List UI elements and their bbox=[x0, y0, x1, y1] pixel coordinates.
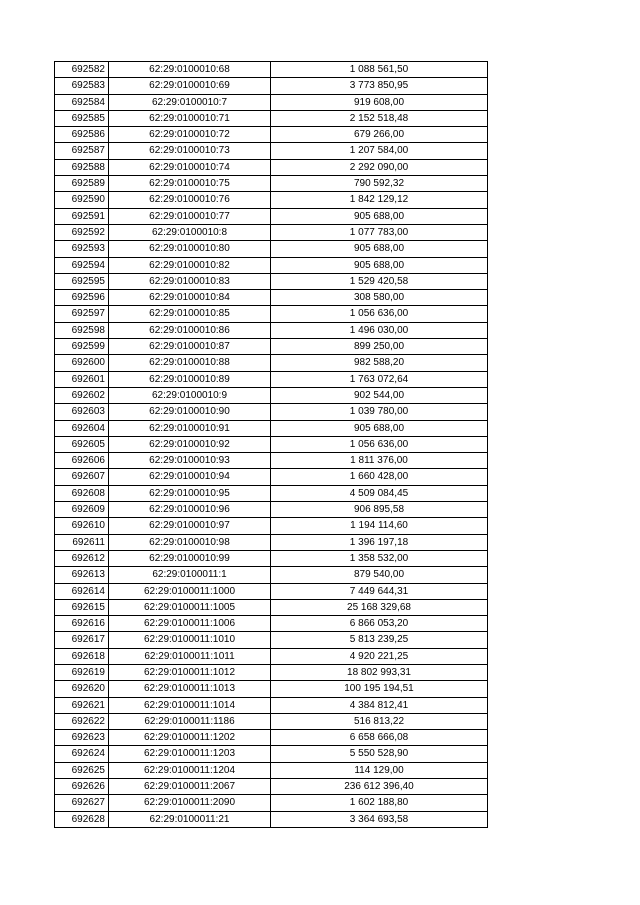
cadastral-value-cell: 1 811 376,00 bbox=[271, 453, 488, 469]
cadastral-number-cell: 62:29:0100010:85 bbox=[109, 306, 271, 322]
cadastral-number-cell: 62:29:0100010:68 bbox=[109, 62, 271, 78]
row-number-cell: 692586 bbox=[55, 127, 109, 143]
cadastral-value-cell: 905 688,00 bbox=[271, 208, 488, 224]
cadastral-value-cell: 114 129,00 bbox=[271, 762, 488, 778]
table-row bbox=[55, 697, 488, 713]
table-row bbox=[55, 387, 488, 403]
cadastral-number-cell: 62:29:0100010:95 bbox=[109, 485, 271, 501]
row-number-cell: 692622 bbox=[55, 713, 109, 729]
cadastral-number-cell: 62:29:0100010:87 bbox=[109, 339, 271, 355]
cadastral-value-cell: 1 194 114,60 bbox=[271, 518, 488, 534]
cadastral-value-cell: 5 813 239,25 bbox=[271, 632, 488, 648]
cadastral-number-cell: 62:29:0100010:99 bbox=[109, 550, 271, 566]
cadastral-number-cell: 62:29:0100010:73 bbox=[109, 143, 271, 159]
cadastral-number-cell: 62:29:0100010:92 bbox=[109, 436, 271, 452]
cadastral-value-cell: 1 496 030,00 bbox=[271, 322, 488, 338]
cadastral-number-cell: 62:29:0100011:1005 bbox=[109, 599, 271, 615]
cadastral-number-cell: 62:29:0100011:2067 bbox=[109, 779, 271, 795]
table-row bbox=[55, 257, 488, 273]
table-row bbox=[55, 746, 488, 762]
cadastral-value-cell: 879 540,00 bbox=[271, 567, 488, 583]
cadastral-value-cell: 905 688,00 bbox=[271, 241, 488, 257]
row-number-cell: 692583 bbox=[55, 78, 109, 94]
row-number-cell: 692617 bbox=[55, 632, 109, 648]
cadastral-value-cell: 4 920 221,25 bbox=[271, 648, 488, 664]
cadastral-value-cell: 1 088 561,50 bbox=[271, 62, 488, 78]
cadastral-number-cell: 62:29:0100010:82 bbox=[109, 257, 271, 273]
cadastral-value-cell: 905 688,00 bbox=[271, 257, 488, 273]
cadastral-number-cell: 62:29:0100011:1014 bbox=[109, 697, 271, 713]
row-number-cell: 692595 bbox=[55, 273, 109, 289]
cadastral-value-cell: 1 842 129,12 bbox=[271, 192, 488, 208]
cadastral-value-cell: 1 056 636,00 bbox=[271, 306, 488, 322]
row-number-cell: 692591 bbox=[55, 208, 109, 224]
cadastral-value-cell: 236 612 396,40 bbox=[271, 779, 488, 795]
row-number-cell: 692623 bbox=[55, 730, 109, 746]
row-number-cell: 692588 bbox=[55, 159, 109, 175]
row-number-cell: 692628 bbox=[55, 811, 109, 827]
cadastral-number-cell: 62:29:0100010:83 bbox=[109, 273, 271, 289]
cadastral-number-cell: 62:29:0100010:7 bbox=[109, 94, 271, 110]
table-row bbox=[55, 339, 488, 355]
cadastral-number-cell: 62:29:0100011:1011 bbox=[109, 648, 271, 664]
cadastral-number-cell: 62:29:0100010:94 bbox=[109, 469, 271, 485]
row-number-cell: 692627 bbox=[55, 795, 109, 811]
cadastral-value-cell: 4 509 084,45 bbox=[271, 485, 488, 501]
cadastral-number-cell: 62:29:0100010:88 bbox=[109, 355, 271, 371]
cadastral-number-cell: 62:29:0100011:1013 bbox=[109, 681, 271, 697]
row-number-cell: 692605 bbox=[55, 436, 109, 452]
table-row bbox=[55, 110, 488, 126]
cadastral-value-cell: 905 688,00 bbox=[271, 420, 488, 436]
table-row bbox=[55, 192, 488, 208]
cadastral-value-cell: 1 763 072,64 bbox=[271, 371, 488, 387]
table-body bbox=[55, 62, 488, 828]
cadastral-value-cell: 1 056 636,00 bbox=[271, 436, 488, 452]
table-row bbox=[55, 78, 488, 94]
cadastral-value-table bbox=[54, 61, 488, 828]
table-row bbox=[55, 632, 488, 648]
row-number-cell: 692589 bbox=[55, 176, 109, 192]
row-number-cell: 692610 bbox=[55, 518, 109, 534]
table-row bbox=[55, 208, 488, 224]
table-row bbox=[55, 795, 488, 811]
row-number-cell: 692614 bbox=[55, 583, 109, 599]
table-row bbox=[55, 127, 488, 143]
cadastral-number-cell: 62:29:0100010:86 bbox=[109, 322, 271, 338]
table-row bbox=[55, 371, 488, 387]
row-number-cell: 692609 bbox=[55, 502, 109, 518]
cadastral-number-cell: 62:29:0100010:69 bbox=[109, 78, 271, 94]
table-row bbox=[55, 567, 488, 583]
row-number-cell: 692597 bbox=[55, 306, 109, 322]
row-number-cell: 692621 bbox=[55, 697, 109, 713]
cadastral-number-cell: 62:29:0100010:93 bbox=[109, 453, 271, 469]
cadastral-value-cell: 308 580,00 bbox=[271, 290, 488, 306]
cadastral-value-cell: 5 550 528,90 bbox=[271, 746, 488, 762]
table-row bbox=[55, 355, 488, 371]
cadastral-value-cell: 899 250,00 bbox=[271, 339, 488, 355]
cadastral-value-cell: 2 152 518,48 bbox=[271, 110, 488, 126]
row-number-cell: 692603 bbox=[55, 404, 109, 420]
row-number-cell: 692590 bbox=[55, 192, 109, 208]
cadastral-number-cell: 62:29:0100010:84 bbox=[109, 290, 271, 306]
cadastral-number-cell: 62:29:0100010:71 bbox=[109, 110, 271, 126]
table-row bbox=[55, 420, 488, 436]
row-number-cell: 692613 bbox=[55, 567, 109, 583]
cadastral-number-cell: 62:29:0100011:1186 bbox=[109, 713, 271, 729]
cadastral-number-cell: 62:29:0100010:97 bbox=[109, 518, 271, 534]
cadastral-value-cell: 7 449 644,31 bbox=[271, 583, 488, 599]
table-row bbox=[55, 224, 488, 240]
table-row bbox=[55, 241, 488, 257]
row-number-cell: 692607 bbox=[55, 469, 109, 485]
table-row bbox=[55, 550, 488, 566]
cadastral-number-cell: 62:29:0100011:1000 bbox=[109, 583, 271, 599]
row-number-cell: 692594 bbox=[55, 257, 109, 273]
cadastral-number-cell: 62:29:0100010:9 bbox=[109, 387, 271, 403]
cadastral-number-cell: 62:29:0100010:89 bbox=[109, 371, 271, 387]
cadastral-number-cell: 62:29:0100010:91 bbox=[109, 420, 271, 436]
table-row bbox=[55, 534, 488, 550]
row-number-cell: 692615 bbox=[55, 599, 109, 615]
cadastral-value-cell: 1 207 584,00 bbox=[271, 143, 488, 159]
cadastral-value-cell: 902 544,00 bbox=[271, 387, 488, 403]
table-row bbox=[55, 290, 488, 306]
table-row bbox=[55, 713, 488, 729]
cadastral-number-cell: 62:29:0100011:1006 bbox=[109, 616, 271, 632]
row-number-cell: 692596 bbox=[55, 290, 109, 306]
table-row bbox=[55, 779, 488, 795]
row-number-cell: 692619 bbox=[55, 664, 109, 680]
row-number-cell: 692585 bbox=[55, 110, 109, 126]
row-number-cell: 692606 bbox=[55, 453, 109, 469]
cadastral-value-cell: 1 529 420,58 bbox=[271, 273, 488, 289]
table-row bbox=[55, 811, 488, 827]
cadastral-value-cell: 919 608,00 bbox=[271, 94, 488, 110]
cadastral-number-cell: 62:29:0100011:1012 bbox=[109, 664, 271, 680]
cadastral-value-cell: 3 364 693,58 bbox=[271, 811, 488, 827]
cadastral-value-cell: 2 292 090,00 bbox=[271, 159, 488, 175]
table-row bbox=[55, 143, 488, 159]
row-number-cell: 692608 bbox=[55, 485, 109, 501]
row-number-cell: 692625 bbox=[55, 762, 109, 778]
table-row bbox=[55, 730, 488, 746]
cadastral-value-cell: 1 602 188,80 bbox=[271, 795, 488, 811]
row-number-cell: 692620 bbox=[55, 681, 109, 697]
table-row bbox=[55, 518, 488, 534]
cadastral-value-cell: 25 168 329,68 bbox=[271, 599, 488, 615]
table-row bbox=[55, 322, 488, 338]
table-row bbox=[55, 502, 488, 518]
table-row bbox=[55, 664, 488, 680]
table-row bbox=[55, 94, 488, 110]
cadastral-value-cell: 1 039 780,00 bbox=[271, 404, 488, 420]
table-row bbox=[55, 648, 488, 664]
cadastral-value-cell: 679 266,00 bbox=[271, 127, 488, 143]
row-number-cell: 692601 bbox=[55, 371, 109, 387]
cadastral-number-cell: 62:29:0100010:74 bbox=[109, 159, 271, 175]
cadastral-number-cell: 62:29:0100011:2090 bbox=[109, 795, 271, 811]
table-row bbox=[55, 616, 488, 632]
table-row bbox=[55, 404, 488, 420]
cadastral-number-cell: 62:29:0100011:1204 bbox=[109, 762, 271, 778]
row-number-cell: 692600 bbox=[55, 355, 109, 371]
cadastral-number-cell: 62:29:0100010:90 bbox=[109, 404, 271, 420]
cadastral-value-cell: 790 592,32 bbox=[271, 176, 488, 192]
table-row bbox=[55, 599, 488, 615]
table-row bbox=[55, 62, 488, 78]
row-number-cell: 692616 bbox=[55, 616, 109, 632]
row-number-cell: 692611 bbox=[55, 534, 109, 550]
cadastral-number-cell: 62:29:0100011:1202 bbox=[109, 730, 271, 746]
cadastral-value-cell: 18 802 993,31 bbox=[271, 664, 488, 680]
cadastral-value-cell: 1 077 783,00 bbox=[271, 224, 488, 240]
row-number-cell: 692598 bbox=[55, 322, 109, 338]
cadastral-value-cell: 1 396 197,18 bbox=[271, 534, 488, 550]
table-row bbox=[55, 159, 488, 175]
row-number-cell: 692612 bbox=[55, 550, 109, 566]
row-number-cell: 692582 bbox=[55, 62, 109, 78]
cadastral-value-cell: 4 384 812,41 bbox=[271, 697, 488, 713]
table-row bbox=[55, 453, 488, 469]
row-number-cell: 692602 bbox=[55, 387, 109, 403]
cadastral-number-cell: 62:29:0100010:76 bbox=[109, 192, 271, 208]
cadastral-number-cell: 62:29:0100011:1 bbox=[109, 567, 271, 583]
row-number-cell: 692624 bbox=[55, 746, 109, 762]
cadastral-value-cell: 516 813,22 bbox=[271, 713, 488, 729]
row-number-cell: 692584 bbox=[55, 94, 109, 110]
table-row bbox=[55, 762, 488, 778]
cadastral-number-cell: 62:29:0100010:72 bbox=[109, 127, 271, 143]
cadastral-number-cell: 62:29:0100010:80 bbox=[109, 241, 271, 257]
cadastral-number-cell: 62:29:0100011:1010 bbox=[109, 632, 271, 648]
row-number-cell: 692592 bbox=[55, 224, 109, 240]
table-row bbox=[55, 485, 488, 501]
cadastral-value-cell: 6 866 053,20 bbox=[271, 616, 488, 632]
table-row bbox=[55, 469, 488, 485]
row-number-cell: 692587 bbox=[55, 143, 109, 159]
table-row bbox=[55, 681, 488, 697]
row-number-cell: 692626 bbox=[55, 779, 109, 795]
cadastral-value-cell: 906 895,58 bbox=[271, 502, 488, 518]
table-row bbox=[55, 436, 488, 452]
cadastral-value-cell: 1 660 428,00 bbox=[271, 469, 488, 485]
table-row bbox=[55, 306, 488, 322]
cadastral-value-cell: 982 588,20 bbox=[271, 355, 488, 371]
row-number-cell: 692599 bbox=[55, 339, 109, 355]
cadastral-number-cell: 62:29:0100011:21 bbox=[109, 811, 271, 827]
cadastral-number-cell: 62:29:0100010:8 bbox=[109, 224, 271, 240]
row-number-cell: 692604 bbox=[55, 420, 109, 436]
cadastral-value-cell: 3 773 850,95 bbox=[271, 78, 488, 94]
cadastral-value-cell: 100 195 194,51 bbox=[271, 681, 488, 697]
cadastral-value-cell: 1 358 532,00 bbox=[271, 550, 488, 566]
cadastral-number-cell: 62:29:0100010:75 bbox=[109, 176, 271, 192]
cadastral-value-cell: 6 658 666,08 bbox=[271, 730, 488, 746]
cadastral-number-cell: 62:29:0100010:96 bbox=[109, 502, 271, 518]
cadastral-number-cell: 62:29:0100010:77 bbox=[109, 208, 271, 224]
table-row bbox=[55, 583, 488, 599]
cadastral-number-cell: 62:29:0100011:1203 bbox=[109, 746, 271, 762]
row-number-cell: 692593 bbox=[55, 241, 109, 257]
table-row bbox=[55, 176, 488, 192]
cadastral-number-cell: 62:29:0100010:98 bbox=[109, 534, 271, 550]
table-row bbox=[55, 273, 488, 289]
row-number-cell: 692618 bbox=[55, 648, 109, 664]
